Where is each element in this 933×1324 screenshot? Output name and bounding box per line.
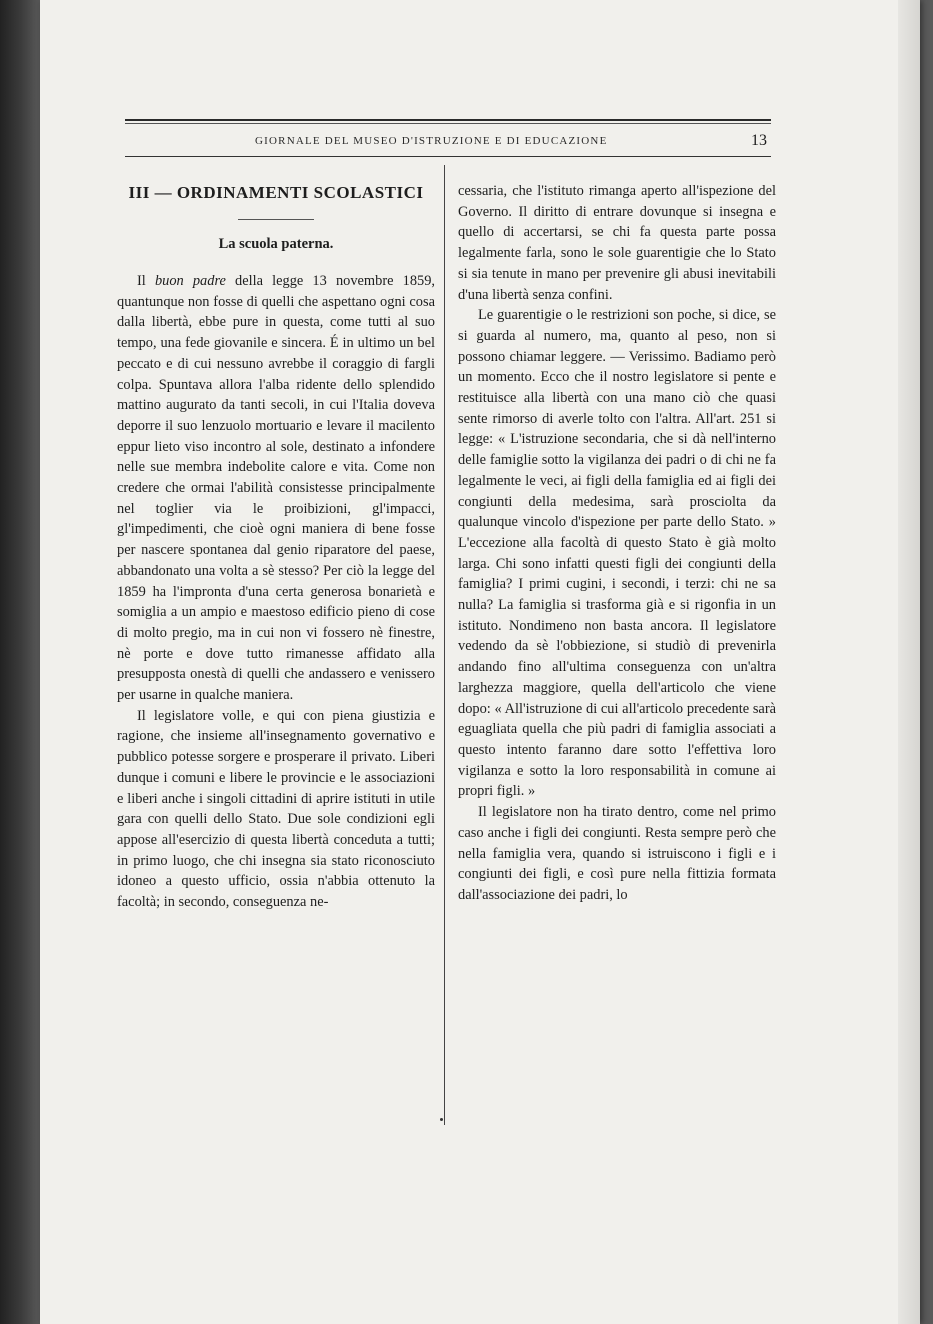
paragraph-1 (117, 271, 435, 706)
page-number: 13 (751, 132, 767, 149)
header-rule (125, 156, 771, 157)
right-column (458, 181, 776, 906)
scan-edge (0, 0, 40, 1324)
top-rule (125, 119, 771, 121)
paragraph-1-text: della legge 13 novembre 1859, quantunque non fosse di quelli che aspettano ogni cosa dalla libertà, ebbe pure in questa, come tutti al suo tempo, una fede giovanile e sincera. É in ultimo un bel peccato e di cui nessuno avrebbe il coraggio di fargli colpa. Spuntava allora l'alba ridente dello splendido mattino augurato da tanti secoli, in cui l'Italia doveva deporre il suo lenzuolo mortuario e levare il macilento eppur lieto viso incontro al sole, destinato a infondere nelle sue membra indebolite calore e vita. Come non credere che ormai l'abilità consistesse principalmente nel toglier via le proibizioni, gl'impacci, gl'impedimenti, che cioè ogni maniera di bene fosse per nascere spontanea dal genio riparatore del paese, abbandonato una volta a sè stesso? Per ciò la legge del 1859 ha l'impronta d'una certa generosa bonarietà e somiglia a un ampio e maestoso edificio pieno di cose di molto pregio, ma in cui non vi fossero nè finestre, nè porte e dove tutto rimanesse affidato alla presupposta onestà di quelli che andassero e venissero per usarne in qualche maniera. (117, 273, 436, 704)
column-divider (444, 165, 445, 1125)
top-rule-thin (125, 123, 771, 124)
paragraph-1-lead: Il (137, 273, 155, 289)
paragraph-1-italic: buon padre (154, 273, 226, 289)
left-column (117, 180, 435, 913)
running-title: GIORNALE DEL MUSEO D'ISTRUZIONE E DI EDUCAZIONE (255, 135, 608, 147)
page-fold-shadow (898, 0, 920, 1324)
paragraph-4: Il legislatore non ha tirato dentro, come nel primo caso anche i figli dei congiunti. Resta sempre però che nella famiglia vera, quando si istruiscono i figli e i congiunti dei figli, e così pure nella fittizia formata dall'associazione dei padri, lo (458, 804, 776, 903)
section-subheading: La scuola paterna. (218, 236, 334, 252)
running-head (125, 133, 771, 153)
section-heading: III — ORDINAMENTI SCOLASTICI (128, 183, 424, 202)
document-page (40, 0, 920, 1324)
heading-rule (238, 219, 314, 220)
paragraph-2: Il legislatore volle, e qui con piena giustizia e ragione, che insieme all'insegnamento governativo e pubblico potesse sorgere e prosperare il privato. Liberi dunque i comuni e libere le provincie e le associazioni e liberi anche i singoli cittadini di aprire istituti in utile gara con quelli dello Stato. Due sole condizioni egli appose all'esercizio di questa libertà conceduta a tutti; in primo luogo, che chi insegna sia stato riconosciuto idoneo a questo ufficio, ossia n'abbia ottenuto la facoltà; in secondo, conseguenza ne- (117, 707, 435, 911)
paragraph-3: Le guarentigie o le restrizioni son poche, si dice, se si guarda al numero, ma, quanto al peso, non si possono chiamar leggere. — Verissimo. Badiamo però un momento. Ecco che il nostro legislatore si pente e restituisce alla libertà con una mano ciò che quasi sente rimorso di averle tolto con l'altra. All'art. 251 si legge: « L'istruzione secondaria, che si dà nell'interno delle famiglie sotto la vigilanza dei padri o di chi ne fa legalmente le veci, ai figli della famiglia ed ai figli dei congiunti della medesima, sarà prosciolta da qualunque vincolo d'ispezione per parte dello Stato. » L'eccezione alla facoltà di questo Stato è già molto larga. Chi sono infatti questi figli dei congiunti della famiglia? I primi cugini, i secondi, i terzi: chi ne sa nulla? La famiglia si trasforma già e si rigonfia in un istituto. Nondimeno non basta ancora. Il legislatore vedendo da sè l'obbiezione, si studiò di prevenirla andando fino all'ultima conseguenza con un'altra larghezza maggiore, quella dell'articolo che viene dopo: « All'istruzione di cui all'articolo precedente sarà eguagliata quella che più padri di famiglia associati a questo intento faranno dare sotto l'effettiva loro vigilanza e sotto la loro responsabilità in comune ai propri figli. » (458, 307, 776, 800)
paragraph-1-continuation: cessaria, che l'istituto rimanga aperto all'ispezione del Governo. Il diritto di entrare dovunque si insegna e quello di accertarsi, se chi fa questa parte possa legalmente farla, sono le sole guarentigie che lo Stato si sia tenute in mano per prevenire gli abusi inevitabili d'una libertà senza confini. (458, 183, 776, 303)
margin-mark (440, 1118, 443, 1121)
